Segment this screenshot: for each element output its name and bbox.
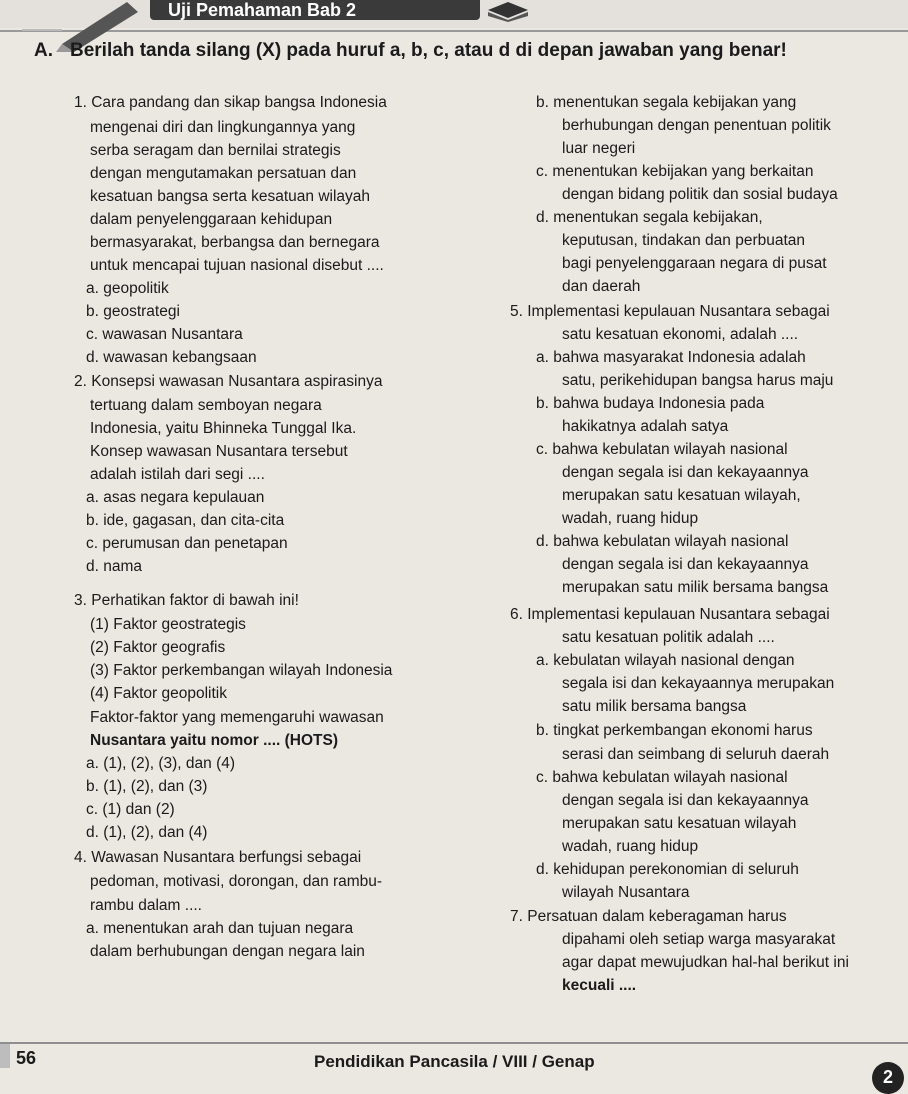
right-text-line: 5. Implementasi kepulauan Nusantara sebagai: [510, 303, 830, 320]
left-text-line: (4) Faktor geopolitik: [90, 685, 227, 702]
left-text-line: (2) Faktor geografis: [90, 639, 226, 656]
right-text-line: c. menentukan kebijakan yang berkaitan: [536, 163, 814, 180]
right-text-line: merupakan satu kesatuan wilayah,: [562, 487, 801, 504]
book-icon: [488, 0, 528, 22]
left-text-line: b. (1), (2), dan (3): [86, 778, 208, 795]
right-text-line: dengan segala isi dan kekayaannya: [562, 464, 809, 481]
left-text-line: d. wawasan kebangsaan: [86, 349, 257, 366]
right-text-line: dengan segala isi dan kekayaannya: [562, 556, 809, 573]
right-text-line: wilayah Nusantara: [562, 884, 690, 901]
right-text-line: b. bahwa budaya Indonesia pada: [536, 395, 765, 412]
left-text-line: a. (1), (2), (3), dan (4): [86, 755, 236, 772]
left-text-line: dalam penyelenggaraan kehidupan: [90, 211, 333, 228]
right-text-line: luar negeri: [562, 140, 636, 157]
footer-divider: [0, 1042, 908, 1044]
left-text-line: dalam berhubungan dengan negara lain: [90, 943, 365, 960]
right-text-line: segala isi dan kekayaannya merupakan: [562, 675, 835, 692]
right-text-line: merupakan satu kesatuan wilayah: [562, 815, 797, 832]
right-text-line: merupakan satu milik bersama bangsa: [562, 579, 829, 596]
page-number: 56: [16, 1048, 37, 1068]
left-text-line: untuk mencapai tujuan nasional disebut ....: [90, 257, 384, 274]
left-text-line: Indonesia, yaitu Bhinneka Tunggal Ika.: [90, 420, 357, 437]
right-text-line: dan daerah: [562, 278, 641, 295]
right-text-line: berhubungan dengan penentuan politik: [562, 117, 831, 134]
left-text-line: 3. Perhatikan faktor di bawah ini!: [74, 592, 299, 609]
left-text-line: serba seragam dan bernilai strategis: [90, 142, 341, 159]
left-text-line: adalah istilah dari segi ....: [90, 466, 265, 483]
left-text-line: dengan mengutamakan persatuan dan: [90, 165, 357, 182]
instruction: [34, 40, 787, 62]
right-text-line: a. bahwa masyarakat Indonesia adalah: [536, 349, 806, 366]
left-text-line: d. (1), (2), dan (4): [86, 824, 208, 841]
right-text-line: a. kebulatan wilayah nasional dengan: [536, 652, 795, 669]
right-text-line: 7. Persatuan dalam keberagaman harus: [510, 908, 787, 925]
left-text-line: a. asas negara kepulauan: [86, 489, 265, 506]
left-text-line: a. menentukan arah dan tujuan negara: [86, 920, 354, 937]
right-text-line: wadah, ruang hidup: [562, 510, 699, 527]
left-text-line: tertuang dalam semboyan negara: [90, 397, 322, 414]
right-text-line: b. tingkat perkembangan ekonomi harus: [536, 722, 813, 739]
right-text-line: d. kehidupan perekonomian di seluruh: [536, 861, 799, 878]
left-text-line: rambu dalam ....: [90, 897, 202, 914]
left-text-line: Nusantara yaitu nomor .... (HOTS): [90, 732, 339, 749]
section-title: Uji Pemahaman Bab 2: [150, 0, 480, 20]
right-text-line: d. menentukan segala kebijakan,: [536, 209, 763, 226]
left-text-line: kesatuan bangsa serta kesatuan wilayah: [90, 188, 371, 205]
right-text-line: b. menentukan segala kebijakan yang: [536, 94, 797, 111]
left-text-line: mengenai diri dan lingkungannya yang: [90, 119, 356, 136]
left-text-line: 1. Cara pandang dan sikap bangsa Indonesia: [74, 94, 387, 111]
left-text-line: Konsep wawasan Nusantara tersebut: [90, 443, 348, 460]
right-text-line: hakikatnya adalah satya: [562, 418, 729, 435]
right-text-line: c. bahwa kebulatan wilayah nasional: [536, 441, 788, 458]
left-text-line: c. perumusan dan penetapan: [86, 535, 288, 552]
right-text-line: serasi dan seimbang di seluruh daerah: [562, 746, 830, 763]
right-text-line: 6. Implementasi kepulauan Nusantara sebagai: [510, 606, 830, 623]
right-text-line: satu, perikehidupan bangsa harus maju: [562, 372, 834, 389]
instruction-text: Berilah tanda silang (X) pada huruf a, b, c, atau d di depan jawaban yang benar!: [70, 40, 787, 61]
left-text-line: c. (1) dan (2): [86, 801, 175, 818]
right-text-line: agar dapat mewujudkan hal-hal berikut ini: [562, 954, 849, 971]
left-text-line: b. geostrategi: [86, 303, 180, 320]
left-text-line: (1) Faktor geostrategis: [90, 616, 246, 633]
right-text-line: c. bahwa kebulatan wilayah nasional: [536, 769, 788, 786]
left-text-line: d. nama: [86, 558, 143, 575]
right-text-line: satu milik bersama bangsa: [562, 698, 747, 715]
right-text-line: dengan bidang politik dan sosial budaya: [562, 186, 838, 203]
left-text-line: pedoman, motivasi, dorongan, dan rambu-: [90, 873, 383, 890]
left-text-line: 4. Wawasan Nusantara berfungsi sebagai: [74, 849, 362, 866]
left-text-line: bermasyarakat, berbangsa dan bernegara: [90, 234, 380, 251]
right-text-line: keputusan, tindakan dan perbuatan: [562, 232, 806, 249]
right-text-line: bagi penyelenggaraan negara di pusat: [562, 255, 827, 272]
left-text-line: 2. Konsepsi wawasan Nusantara aspirasinya: [74, 373, 383, 390]
right-text-line: dengan segala isi dan kekayaannya: [562, 792, 809, 809]
footer-title: Pendidikan Pancasila / VIII / Genap: [314, 1052, 595, 1071]
left-text-line: (3) Faktor perkembangan wilayah Indonesia: [90, 662, 393, 679]
right-text-line: wadah, ruang hidup: [562, 838, 699, 855]
left-text-line: a. geopolitik: [86, 280, 169, 297]
instruction-label: A.: [34, 40, 53, 61]
left-text-line: b. ide, gagasan, dan cita-cita: [86, 512, 285, 529]
right-text-line: satu kesatuan ekonomi, adalah ....: [562, 326, 799, 343]
right-text-line: kecuali ....: [562, 977, 637, 994]
left-text-line: c. wawasan Nusantara: [86, 326, 243, 343]
right-text-line: d. bahwa kebulatan wilayah nasional: [536, 533, 789, 550]
right-text-line: dipahami oleh setiap warga masyarakat: [562, 931, 836, 948]
left-text-line: Faktor-faktor yang memengaruhi wawasan: [90, 709, 384, 726]
chapter-badge: 2: [872, 1062, 904, 1094]
right-text-line: satu kesatuan politik adalah ....: [562, 629, 775, 646]
